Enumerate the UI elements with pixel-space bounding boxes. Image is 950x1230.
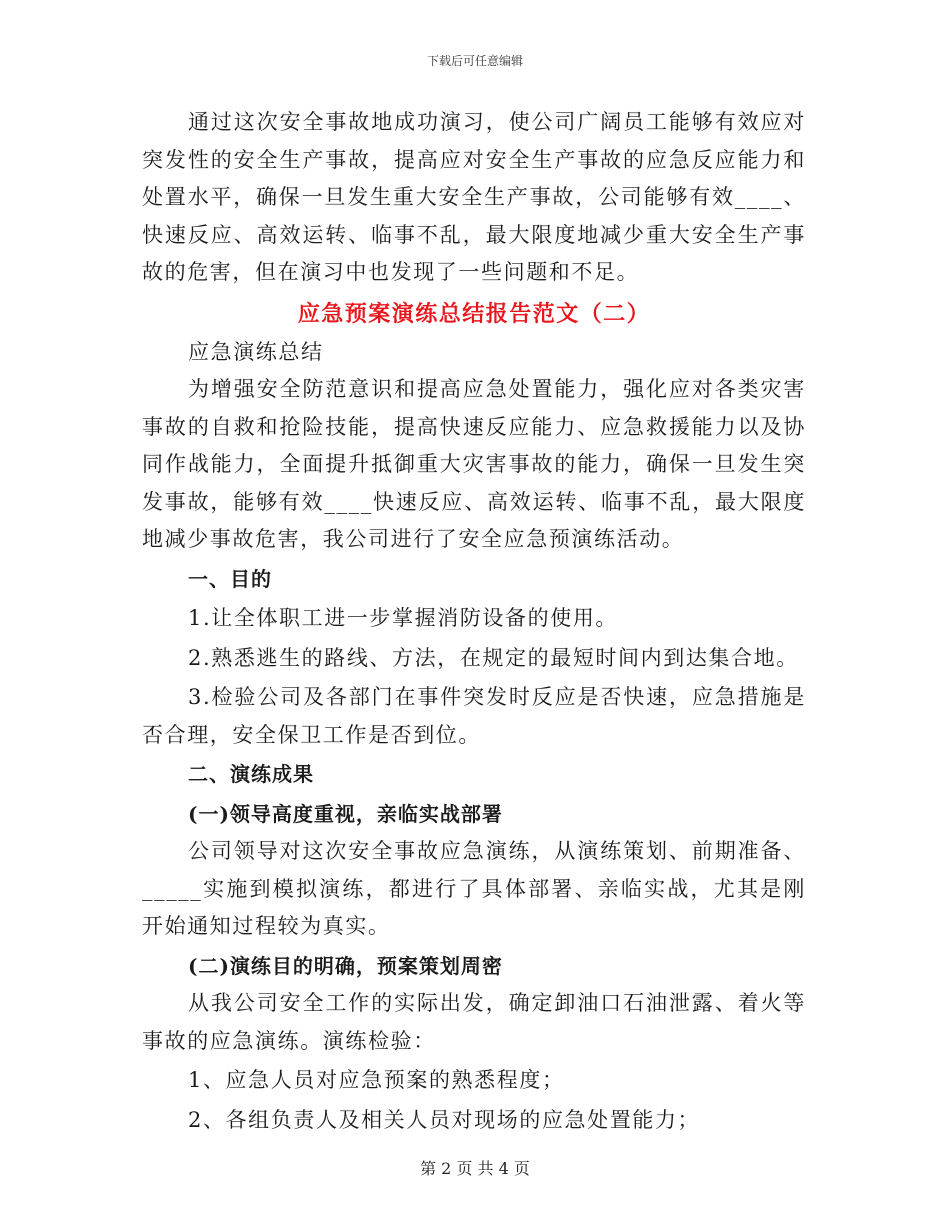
section-title: 应急预案演练总结报告范文（二） — [297, 300, 651, 327]
goal-item: 1.让全体职工进一步掌握消防设备的使用。 — [188, 606, 619, 630]
page-footer-number: 第 2 页 共 4 页 — [420, 1159, 530, 1178]
document-body — [142, 104, 806, 1139]
heading-results: 二、演练成果 — [188, 762, 314, 786]
subtitle: 应急演练总结 — [188, 339, 324, 364]
page-header-note: 下载后可任意编辑 — [426, 54, 523, 68]
sub-heading-leadership: (一)领导高度重视，亲临实战部署 — [188, 801, 503, 826]
goal-item: 2.熟悉逃生的路线、方法，在规定的最短时间内到达集合地。 — [188, 645, 799, 670]
check-item: 1、应急人员对应急预案的熟悉程度； — [188, 1068, 565, 1092]
goal-item: 3.检验公司及各部门在事件突发时反应是否快速，应急措施是否合理，安全保卫工作是否到位。 — [142, 685, 806, 747]
result-paragraph: 公司领导对这次安全事故应急演练，从演练策划、前期准备、_____实施到模拟演练，都进行了具体部署、亲临实战，尤其是刚开始通知过程较为真实。 — [142, 839, 806, 938]
purpose-paragraph: 为增强安全防范意识和提高应急处置能力，强化应对各类灾害事故的自救和抢险技能，提高快速反应能力、应急救援能力以及协同作战能力，全面提升抵御重大灾害事故的能力，确保一旦发生突发事故，能够有效____快速反应、高效运转、临事不乱，最大限度地减少事故危害，我公司进行了安全应急预演练活动。 — [142, 377, 806, 551]
result-paragraph: 从我公司安全工作的实际出发，确定卸油口石油泄露、着火等事故的应急演练。演练检验： — [142, 991, 806, 1053]
intro-paragraph: 通过这次安全事故地成功演习，使公司广阔员工能够有效应对突发性的安全生产事故，提高应对安全生产事故的应急反应能力和处置水平，确保一旦发生重大安全生产事故，公司能够有效____、快速反应、高效运转、临事不乱，最大限度地减少重大安全生产事故的危害，但在演习中也发现了一些问题和不足。 — [142, 110, 806, 284]
heading-purpose: 一、目的 — [188, 566, 272, 591]
sub-heading-planning: (二)演练目的明确，预案策划周密 — [188, 953, 503, 978]
check-item: 2、各组负责人及相关人员对现场的应急处置能力； — [188, 1107, 701, 1132]
